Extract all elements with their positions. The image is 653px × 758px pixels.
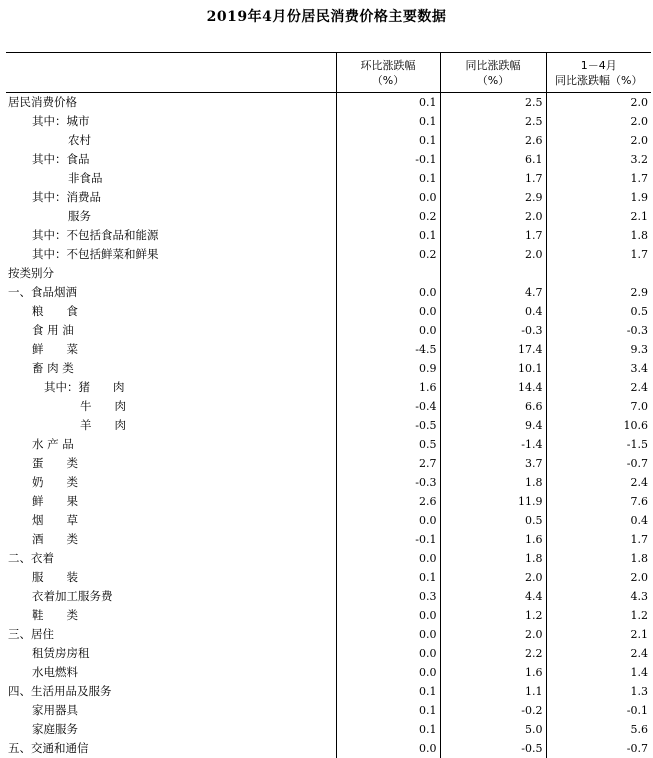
yoy-value: -0.3 xyxy=(440,321,546,340)
ytd-value: 1.7 xyxy=(546,530,651,549)
ytd-value: 1.4 xyxy=(546,663,651,682)
row-label: 其中：消费品 xyxy=(32,190,101,204)
mom-value: 0.1 xyxy=(336,131,440,150)
yoy-value: 3.7 xyxy=(440,454,546,473)
row-label: 居民消费价格 xyxy=(8,95,77,109)
row-label: 其中：食品 xyxy=(32,152,90,166)
table-row xyxy=(6,226,651,245)
yoy-value: 17.4 xyxy=(440,340,546,359)
mom-value: 0.0 xyxy=(336,549,440,568)
yoy-value: 6.6 xyxy=(440,397,546,416)
mom-value: 0.1 xyxy=(336,682,440,701)
ytd-value: 10.6 xyxy=(546,416,651,435)
table-row xyxy=(6,264,651,283)
table-row xyxy=(6,454,651,473)
row-label: 畜 肉 类 xyxy=(32,361,74,375)
ytd-value: 7.0 xyxy=(546,397,651,416)
row-label: 二、衣着 xyxy=(8,551,54,565)
header-mom-change xyxy=(336,53,440,93)
row-label: 牛 肉 xyxy=(80,399,126,413)
header-item-name xyxy=(6,53,336,93)
table-row xyxy=(6,131,651,150)
yoy-value: 1.7 xyxy=(440,169,546,188)
row-label: 鞋 类 xyxy=(32,608,78,622)
table-row xyxy=(6,283,651,302)
table-row xyxy=(6,568,651,587)
row-label: 蛋 类 xyxy=(32,456,78,470)
yoy-value: -0.2 xyxy=(440,701,546,720)
mom-value: 0.1 xyxy=(336,568,440,587)
ytd-value: 2.0 xyxy=(546,568,651,587)
mom-value: 0.0 xyxy=(336,663,440,682)
yoy-value: 0.4 xyxy=(440,302,546,321)
table-row xyxy=(6,606,651,625)
table-row xyxy=(6,359,651,378)
mom-value: 0.0 xyxy=(336,283,440,302)
table-header-row xyxy=(6,53,651,93)
ytd-value: 2.1 xyxy=(546,207,651,226)
ytd-value: -1.5 xyxy=(546,435,651,454)
table-row xyxy=(6,340,651,359)
row-label: 农村 xyxy=(68,133,91,147)
ytd-value: 7.6 xyxy=(546,492,651,511)
mom-value: 0.2 xyxy=(336,245,440,264)
header-line1: 1－4月 xyxy=(580,58,617,72)
yoy-value: 2.0 xyxy=(440,625,546,644)
table-row xyxy=(6,701,651,720)
ytd-value: 3.2 xyxy=(546,150,651,169)
header-line1: 环比涨跌幅 xyxy=(360,58,416,72)
row-label: 家用器具 xyxy=(32,703,78,717)
row-label: 其中：不包括鲜菜和鲜果 xyxy=(32,247,159,261)
ytd-value: 5.6 xyxy=(546,720,651,739)
row-label: 家庭服务 xyxy=(32,722,78,736)
table-row xyxy=(6,625,651,644)
mom-value: 0.1 xyxy=(336,112,440,131)
table-row xyxy=(6,150,651,169)
row-label: 鲜 果 xyxy=(32,494,78,508)
ytd-value: 2.4 xyxy=(546,378,651,397)
mom-value: 0.1 xyxy=(336,169,440,188)
cpi-data-table xyxy=(6,53,651,758)
row-label: 食 用 油 xyxy=(32,323,74,337)
ytd-value: 2.1 xyxy=(546,625,651,644)
ytd-value: 1.7 xyxy=(546,245,651,264)
yoy-value: 1.8 xyxy=(440,549,546,568)
yoy-value xyxy=(440,264,546,283)
mom-value: 0.9 xyxy=(336,359,440,378)
ytd-value: 3.4 xyxy=(546,359,651,378)
mom-value xyxy=(336,264,440,283)
ytd-value: -0.7 xyxy=(546,454,651,473)
row-label: 一、食品烟酒 xyxy=(8,285,77,299)
yoy-value: 1.6 xyxy=(440,530,546,549)
header-line2: （%） xyxy=(476,73,510,87)
mom-value: 0.1 xyxy=(336,701,440,720)
yoy-value: 2.6 xyxy=(440,131,546,150)
yoy-value: -0.5 xyxy=(440,739,546,758)
mom-value: 0.2 xyxy=(336,207,440,226)
mom-value: 0.0 xyxy=(336,739,440,758)
row-label: 三、居住 xyxy=(8,627,54,641)
yoy-value: -1.4 xyxy=(440,435,546,454)
yoy-value: 2.5 xyxy=(440,112,546,131)
ytd-value: 2.4 xyxy=(546,644,651,663)
row-label: 其中：猪 肉 xyxy=(44,380,125,394)
yoy-value: 0.5 xyxy=(440,511,546,530)
ytd-value: 1.9 xyxy=(546,188,651,207)
mom-value: 2.7 xyxy=(336,454,440,473)
row-label: 五、交通和通信 xyxy=(8,741,89,755)
ytd-value: 9.3 xyxy=(546,340,651,359)
table-row xyxy=(6,587,651,606)
ytd-value xyxy=(546,264,651,283)
table-row xyxy=(6,435,651,454)
header-yoy-change xyxy=(440,53,546,93)
header-ytd-yoy-change xyxy=(546,53,651,93)
mom-value: 0.0 xyxy=(336,188,440,207)
table-row xyxy=(6,663,651,682)
yoy-value: 2.0 xyxy=(440,207,546,226)
mom-value: 0.1 xyxy=(336,226,440,245)
ytd-value: 2.9 xyxy=(546,283,651,302)
ytd-value: -0.3 xyxy=(546,321,651,340)
header-line2: （%） xyxy=(371,73,405,87)
table-row xyxy=(6,397,651,416)
row-label: 四、生活用品及服务 xyxy=(8,684,112,698)
ytd-value: 1.8 xyxy=(546,549,651,568)
yoy-value: 6.1 xyxy=(440,150,546,169)
mom-value: -0.5 xyxy=(336,416,440,435)
row-label: 非食品 xyxy=(68,171,103,185)
row-label: 其中：城市 xyxy=(32,114,90,128)
mom-value: 0.5 xyxy=(336,435,440,454)
table-row xyxy=(6,682,651,701)
yoy-value: 14.4 xyxy=(440,378,546,397)
ytd-value: -0.7 xyxy=(546,739,651,758)
table-row xyxy=(6,302,651,321)
ytd-value: 0.4 xyxy=(546,511,651,530)
table-row xyxy=(6,492,651,511)
row-label: 烟 草 xyxy=(32,513,78,527)
mom-value: 0.0 xyxy=(336,321,440,340)
yoy-value: 1.2 xyxy=(440,606,546,625)
table-row xyxy=(6,169,651,188)
yoy-value: 1.1 xyxy=(440,682,546,701)
table-row xyxy=(6,378,651,397)
ytd-value: 1.8 xyxy=(546,226,651,245)
table-row xyxy=(6,207,651,226)
table-row xyxy=(6,549,651,568)
row-label: 其中：不包括食品和能源 xyxy=(32,228,159,242)
mom-value: -0.4 xyxy=(336,397,440,416)
page-title: 2019年4月份居民消费价格主要数据 xyxy=(206,9,447,25)
mom-value: 0.1 xyxy=(336,93,440,113)
yoy-value: 2.0 xyxy=(440,245,546,264)
table-row xyxy=(6,473,651,492)
row-label: 按类别分 xyxy=(8,266,54,280)
yoy-value: 10.1 xyxy=(440,359,546,378)
table-row xyxy=(6,416,651,435)
yoy-value: 5.0 xyxy=(440,720,546,739)
mom-value: -4.5 xyxy=(336,340,440,359)
yoy-value: 4.4 xyxy=(440,587,546,606)
ytd-value: 2.0 xyxy=(546,112,651,131)
table-row xyxy=(6,530,651,549)
ytd-value: 1.3 xyxy=(546,682,651,701)
row-label: 服 装 xyxy=(32,570,78,584)
mom-value: 0.0 xyxy=(336,606,440,625)
mom-value: 2.6 xyxy=(336,492,440,511)
row-label: 服务 xyxy=(68,209,91,223)
row-label: 羊 肉 xyxy=(80,418,126,432)
yoy-value: 1.7 xyxy=(440,226,546,245)
ytd-value: 2.4 xyxy=(546,473,651,492)
yoy-value: 2.2 xyxy=(440,644,546,663)
table-row xyxy=(6,739,651,758)
row-label: 粮 食 xyxy=(32,304,78,318)
row-label: 水 产 品 xyxy=(32,437,74,451)
yoy-value: 1.8 xyxy=(440,473,546,492)
mom-value: 0.0 xyxy=(336,644,440,663)
yoy-value: 2.9 xyxy=(440,188,546,207)
row-label: 奶 类 xyxy=(32,475,78,489)
ytd-value: 1.2 xyxy=(546,606,651,625)
table-row xyxy=(6,720,651,739)
yoy-value: 2.5 xyxy=(440,93,546,113)
ytd-value: 4.3 xyxy=(546,587,651,606)
ytd-value: 2.0 xyxy=(546,93,651,113)
table-row xyxy=(6,112,651,131)
header-line1: 同比涨跌幅 xyxy=(465,58,521,72)
mom-value: 0.0 xyxy=(336,511,440,530)
yoy-value: 4.7 xyxy=(440,283,546,302)
table-row xyxy=(6,245,651,264)
row-label: 鲜 菜 xyxy=(32,342,78,356)
yoy-value: 11.9 xyxy=(440,492,546,511)
table-row xyxy=(6,188,651,207)
yoy-value: 9.4 xyxy=(440,416,546,435)
ytd-value: 2.0 xyxy=(546,131,651,150)
mom-value: 1.6 xyxy=(336,378,440,397)
ytd-value: 1.7 xyxy=(546,169,651,188)
mom-value: -0.1 xyxy=(336,150,440,169)
mom-value: 0.3 xyxy=(336,587,440,606)
table-row xyxy=(6,511,651,530)
mom-value: 0.1 xyxy=(336,720,440,739)
row-label: 租赁房房租 xyxy=(32,646,90,660)
row-label: 衣着加工服务费 xyxy=(32,589,113,603)
mom-value: -0.3 xyxy=(336,473,440,492)
mom-value: 0.0 xyxy=(336,302,440,321)
yoy-value: 1.6 xyxy=(440,663,546,682)
table-row xyxy=(6,644,651,663)
ytd-value: 0.5 xyxy=(546,302,651,321)
header-line2: 同比涨跌幅（%） xyxy=(555,73,643,87)
table-row xyxy=(6,93,651,113)
row-label: 酒 类 xyxy=(32,532,78,546)
mom-value: 0.0 xyxy=(336,625,440,644)
mom-value: -0.1 xyxy=(336,530,440,549)
row-label: 水电燃料 xyxy=(32,665,78,679)
table-row xyxy=(6,321,651,340)
ytd-value: -0.1 xyxy=(546,701,651,720)
yoy-value: 2.0 xyxy=(440,568,546,587)
